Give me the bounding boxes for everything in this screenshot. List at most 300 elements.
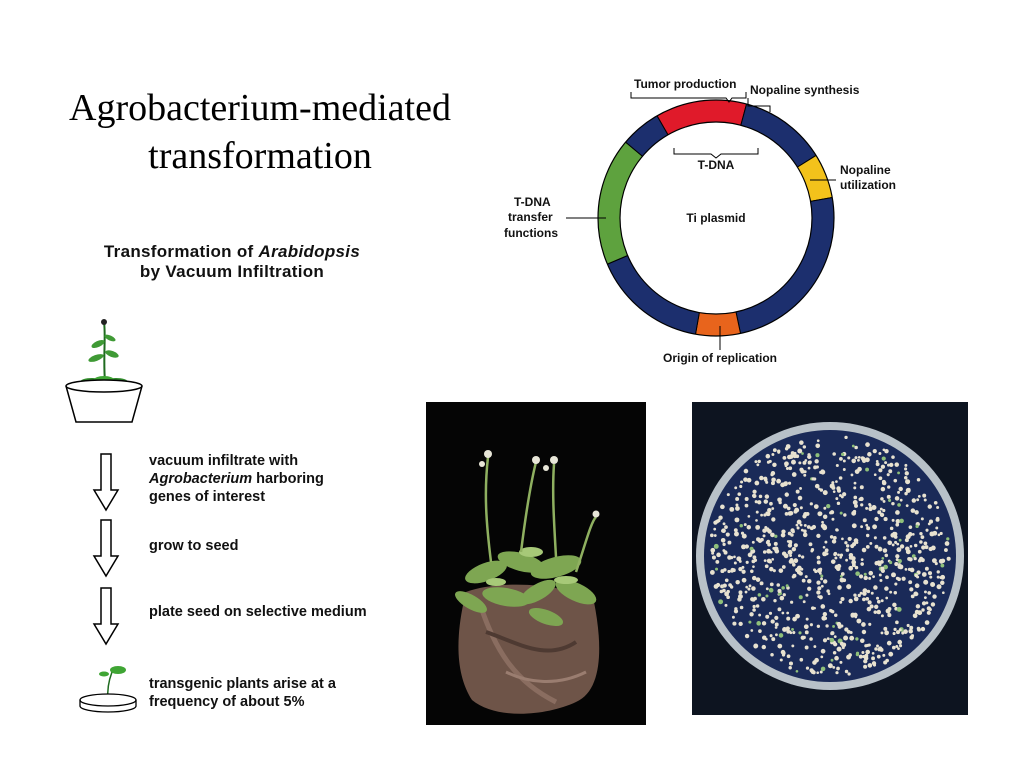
seed bbox=[781, 529, 785, 533]
seed bbox=[805, 575, 808, 578]
seed bbox=[710, 534, 714, 538]
seed bbox=[931, 602, 935, 606]
seed bbox=[866, 545, 870, 549]
seed bbox=[915, 583, 920, 588]
seed bbox=[785, 464, 788, 467]
seed bbox=[770, 473, 773, 476]
seed bbox=[873, 449, 877, 453]
seed bbox=[883, 536, 887, 540]
seed bbox=[918, 550, 922, 554]
seed bbox=[789, 554, 792, 557]
seed bbox=[799, 595, 803, 599]
seed bbox=[882, 456, 886, 460]
seed bbox=[853, 496, 857, 500]
seed bbox=[735, 504, 738, 507]
seed bbox=[814, 459, 818, 463]
seed bbox=[853, 486, 856, 489]
seed bbox=[897, 503, 901, 507]
seed bbox=[724, 592, 729, 597]
seed bbox=[798, 461, 801, 464]
seed bbox=[881, 487, 886, 492]
step-3-line1: plate seed on selective medium bbox=[149, 604, 367, 620]
seed bbox=[881, 599, 884, 602]
seed bbox=[833, 642, 837, 646]
seed bbox=[766, 454, 771, 459]
seed bbox=[921, 627, 925, 631]
seed bbox=[904, 476, 908, 480]
seed bbox=[909, 525, 913, 529]
seed bbox=[771, 453, 774, 456]
seed bbox=[730, 556, 733, 559]
slide-title-line1: Agrobacterium-mediated bbox=[69, 87, 451, 129]
seed bbox=[801, 452, 804, 455]
seed bbox=[929, 576, 932, 579]
seed bbox=[803, 512, 808, 517]
seed bbox=[837, 585, 842, 590]
seed bbox=[854, 456, 857, 459]
seed bbox=[852, 445, 855, 448]
seed bbox=[775, 549, 780, 554]
seed bbox=[826, 589, 829, 592]
seed bbox=[776, 583, 780, 587]
seed bbox=[936, 517, 939, 520]
seed bbox=[797, 570, 801, 574]
seed bbox=[801, 529, 804, 532]
seed bbox=[770, 551, 773, 554]
seed bbox=[773, 448, 777, 452]
seed bbox=[921, 608, 924, 611]
seed bbox=[930, 582, 935, 587]
seed bbox=[907, 624, 910, 627]
seed bbox=[835, 497, 838, 500]
seed bbox=[786, 467, 789, 470]
seed bbox=[837, 502, 840, 505]
seed bbox=[932, 594, 936, 598]
seed bbox=[918, 495, 921, 498]
seed bbox=[894, 462, 899, 467]
seed bbox=[832, 625, 835, 628]
seed bbox=[872, 661, 876, 665]
seed bbox=[830, 609, 833, 612]
seed bbox=[752, 490, 756, 494]
seed bbox=[906, 488, 911, 493]
seed bbox=[773, 569, 776, 572]
seed bbox=[783, 593, 786, 596]
seed bbox=[812, 525, 816, 529]
seed bbox=[769, 612, 772, 615]
seed bbox=[713, 528, 716, 531]
seed bbox=[800, 568, 803, 571]
seed bbox=[929, 608, 932, 611]
seed bbox=[817, 560, 821, 564]
seed bbox=[716, 553, 721, 558]
seed bbox=[860, 503, 863, 506]
seed bbox=[750, 570, 754, 574]
seed bbox=[786, 584, 789, 587]
seed bbox=[880, 508, 883, 511]
seed bbox=[841, 453, 844, 456]
seed bbox=[898, 487, 902, 491]
seed bbox=[854, 482, 857, 485]
seed bbox=[754, 481, 759, 486]
seed bbox=[746, 561, 749, 564]
seed bbox=[875, 545, 879, 549]
seed bbox=[817, 511, 822, 516]
seed bbox=[814, 504, 819, 509]
seed bbox=[800, 469, 804, 473]
seed bbox=[810, 623, 813, 626]
seed bbox=[909, 587, 913, 591]
seed bbox=[809, 637, 813, 641]
seed bbox=[863, 665, 867, 669]
seed bbox=[834, 552, 838, 556]
seed bbox=[890, 527, 894, 531]
seed bbox=[893, 479, 897, 483]
seed bbox=[922, 494, 926, 498]
seed bbox=[831, 560, 834, 563]
seed bbox=[841, 572, 845, 576]
seed bbox=[905, 547, 910, 552]
seed bbox=[830, 535, 834, 539]
seed bbox=[837, 647, 842, 652]
seed bbox=[891, 572, 896, 577]
seed bbox=[942, 591, 945, 594]
seed bbox=[895, 554, 899, 558]
seed bbox=[947, 557, 951, 561]
seed bbox=[723, 584, 727, 588]
seed bbox=[924, 590, 927, 593]
seed bbox=[839, 457, 843, 461]
seed bbox=[883, 500, 886, 503]
seed bbox=[777, 449, 780, 452]
seed bbox=[803, 445, 806, 448]
seed bbox=[832, 539, 836, 543]
seed bbox=[900, 499, 903, 502]
seed bbox=[803, 474, 806, 477]
seed bbox=[792, 575, 795, 578]
seed bbox=[868, 503, 871, 506]
seed bbox=[896, 547, 901, 552]
seed bbox=[805, 646, 809, 650]
seed bbox=[821, 649, 826, 654]
seed bbox=[846, 548, 850, 552]
down-arrow-icon bbox=[92, 518, 122, 580]
seed bbox=[842, 578, 846, 582]
seed bbox=[917, 610, 922, 615]
seed bbox=[883, 627, 887, 631]
seed bbox=[862, 548, 867, 553]
seed bbox=[820, 488, 823, 491]
seed bbox=[821, 585, 824, 588]
seed bbox=[833, 651, 837, 655]
seed bbox=[765, 512, 768, 515]
seed bbox=[833, 536, 837, 540]
seed bbox=[854, 504, 858, 508]
seed bbox=[874, 605, 878, 609]
seed bbox=[922, 572, 927, 577]
seed bbox=[905, 568, 908, 571]
seed bbox=[734, 486, 737, 489]
seed bbox=[765, 615, 769, 619]
seed bbox=[749, 612, 753, 616]
seed bbox=[780, 658, 783, 661]
seed bbox=[908, 568, 911, 571]
seed bbox=[820, 604, 825, 609]
seed bbox=[831, 518, 834, 521]
seed bbox=[861, 651, 864, 654]
seed bbox=[874, 647, 877, 650]
seed bbox=[865, 442, 870, 447]
seed bbox=[756, 537, 760, 541]
seed bbox=[745, 497, 749, 501]
seed bbox=[770, 533, 775, 538]
seed bbox=[820, 655, 823, 658]
seed bbox=[745, 591, 748, 594]
seed bbox=[767, 559, 772, 564]
seed bbox=[755, 519, 758, 522]
seed bbox=[806, 618, 809, 621]
seed bbox=[749, 584, 752, 587]
seed bbox=[879, 579, 882, 582]
seed bbox=[753, 597, 757, 601]
seed bbox=[937, 584, 942, 589]
seed bbox=[823, 490, 828, 495]
seed bbox=[787, 540, 790, 543]
seed bbox=[946, 537, 949, 540]
seed bbox=[864, 656, 868, 660]
seed bbox=[862, 588, 867, 593]
seed bbox=[725, 578, 729, 582]
seed bbox=[721, 529, 724, 532]
seed bbox=[843, 513, 846, 516]
seed bbox=[742, 578, 747, 583]
seed bbox=[771, 517, 775, 521]
step-1-line2-italic: Agrobacterium bbox=[149, 471, 253, 487]
seed bbox=[790, 601, 793, 604]
seed bbox=[905, 479, 910, 484]
seed bbox=[816, 590, 820, 594]
seed bbox=[734, 607, 737, 610]
seed bbox=[826, 504, 830, 508]
seed bbox=[752, 541, 755, 544]
seed bbox=[876, 644, 879, 647]
seed bbox=[899, 644, 902, 647]
step-transgenic-plants bbox=[149, 675, 336, 711]
seed bbox=[872, 524, 877, 529]
seed bbox=[836, 667, 840, 671]
seed bbox=[854, 446, 858, 450]
seed bbox=[915, 525, 918, 528]
slide-title bbox=[30, 84, 490, 180]
seed bbox=[876, 460, 879, 463]
seed bbox=[863, 518, 867, 522]
seed bbox=[860, 525, 863, 528]
seed bbox=[874, 473, 877, 476]
seed bbox=[817, 556, 821, 560]
seed bbox=[911, 508, 915, 512]
seed bbox=[837, 553, 840, 556]
seed bbox=[896, 558, 899, 561]
seed bbox=[723, 568, 726, 571]
seed bbox=[800, 506, 803, 509]
seed bbox=[935, 562, 938, 565]
procedure-heading bbox=[72, 242, 392, 282]
seed bbox=[859, 655, 863, 659]
seed bbox=[830, 484, 835, 489]
seed bbox=[770, 653, 774, 657]
seed bbox=[738, 567, 742, 571]
seed bbox=[887, 540, 892, 545]
seed bbox=[724, 550, 727, 553]
seed bbox=[730, 569, 733, 572]
seed bbox=[779, 633, 784, 638]
seed bbox=[850, 631, 853, 634]
seed bbox=[874, 517, 878, 521]
seed bbox=[937, 570, 940, 573]
seed bbox=[812, 660, 817, 665]
seed bbox=[712, 556, 716, 560]
seed bbox=[843, 636, 848, 641]
seed bbox=[869, 542, 872, 545]
seed bbox=[895, 496, 900, 501]
seed bbox=[877, 655, 881, 659]
procedure-heading-prefix: Transformation of bbox=[103, 242, 259, 261]
seed bbox=[841, 642, 846, 647]
seed bbox=[774, 535, 777, 538]
seed bbox=[876, 597, 879, 600]
seed bbox=[748, 621, 751, 624]
seed bbox=[790, 533, 794, 537]
seed bbox=[936, 506, 939, 509]
step-4-line1: transgenic plants arise at a bbox=[149, 676, 336, 692]
seed bbox=[789, 661, 793, 665]
seed bbox=[741, 532, 744, 535]
seed bbox=[773, 599, 776, 602]
seed bbox=[747, 525, 751, 529]
seed bbox=[816, 534, 820, 538]
seed bbox=[796, 670, 799, 673]
seed bbox=[846, 584, 851, 589]
seed bbox=[831, 659, 834, 662]
seed bbox=[840, 512, 843, 515]
seed bbox=[893, 632, 896, 635]
seed bbox=[715, 560, 719, 564]
seed bbox=[755, 525, 760, 530]
seed bbox=[881, 631, 884, 634]
seed bbox=[813, 465, 817, 469]
seed bbox=[782, 653, 785, 656]
seed bbox=[727, 541, 731, 545]
t-dna-bracket bbox=[674, 148, 758, 158]
seed bbox=[803, 636, 806, 639]
seed bbox=[927, 591, 931, 595]
seed bbox=[881, 557, 884, 560]
seed bbox=[812, 477, 815, 480]
seed bbox=[880, 567, 884, 571]
seed bbox=[861, 457, 865, 461]
seed bbox=[758, 593, 762, 597]
seed bbox=[785, 492, 789, 496]
seed bbox=[846, 544, 849, 547]
seed bbox=[804, 624, 809, 629]
procedure-heading-line2: by Vacuum Infiltration bbox=[139, 262, 325, 281]
seed bbox=[898, 564, 903, 569]
seed bbox=[745, 586, 748, 589]
seed bbox=[741, 570, 745, 574]
seed bbox=[856, 619, 861, 624]
seed bbox=[821, 469, 824, 472]
infiltrated-plant-photo bbox=[426, 402, 646, 725]
seed bbox=[750, 550, 754, 554]
seed bbox=[884, 461, 887, 464]
seed bbox=[923, 580, 928, 585]
seed bbox=[720, 505, 725, 510]
seed bbox=[792, 631, 795, 634]
seed bbox=[880, 513, 884, 517]
seed bbox=[885, 575, 889, 579]
seed bbox=[820, 577, 823, 580]
seed bbox=[912, 498, 916, 502]
seed bbox=[827, 637, 830, 640]
seed bbox=[859, 574, 863, 578]
slide-title-line2: transformation bbox=[148, 135, 372, 177]
seed bbox=[727, 570, 730, 573]
seed bbox=[807, 525, 811, 529]
seed bbox=[740, 606, 744, 610]
seed bbox=[843, 468, 846, 471]
seed bbox=[718, 599, 723, 604]
seed bbox=[797, 526, 800, 529]
seed bbox=[821, 521, 824, 524]
seed bbox=[778, 607, 782, 611]
seed bbox=[820, 575, 823, 578]
seed bbox=[929, 531, 934, 536]
seed bbox=[777, 497, 782, 502]
seed bbox=[781, 612, 784, 615]
seed bbox=[833, 490, 836, 493]
seed bbox=[857, 467, 862, 472]
seed bbox=[850, 544, 854, 548]
seed bbox=[737, 492, 741, 496]
seed bbox=[766, 527, 769, 530]
seed bbox=[865, 597, 869, 601]
seed bbox=[734, 532, 739, 537]
seed bbox=[919, 532, 922, 535]
seed bbox=[892, 646, 896, 650]
seed bbox=[715, 568, 718, 571]
seed bbox=[830, 510, 834, 514]
seed bbox=[940, 581, 944, 585]
seed bbox=[792, 617, 797, 622]
seed bbox=[891, 502, 894, 505]
seed bbox=[786, 630, 790, 634]
seed bbox=[745, 634, 749, 638]
seed bbox=[791, 460, 796, 465]
seed bbox=[935, 526, 938, 529]
seed bbox=[914, 544, 917, 547]
seed bbox=[885, 597, 888, 600]
seed bbox=[929, 520, 933, 524]
seed bbox=[895, 621, 899, 625]
down-arrow-icon bbox=[92, 586, 122, 648]
seed bbox=[799, 487, 802, 490]
seed bbox=[806, 667, 809, 670]
seed bbox=[799, 658, 803, 662]
seed bbox=[841, 538, 844, 541]
step-4-line2: frequency of about 5% bbox=[149, 694, 305, 710]
seed bbox=[754, 460, 757, 463]
seed bbox=[792, 472, 797, 477]
